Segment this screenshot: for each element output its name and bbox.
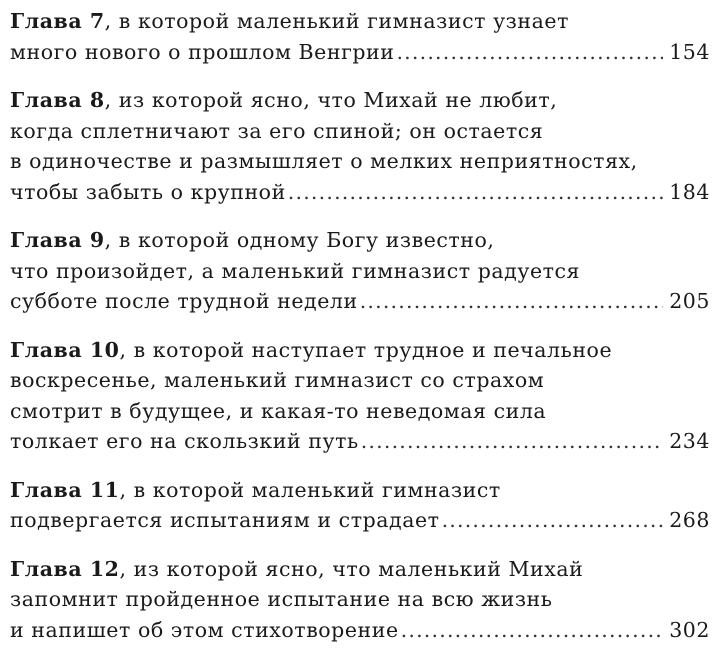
entry-line	[10, 554, 710, 585]
entry-text: , из которой ясно, что Михай не любит,	[104, 88, 558, 112]
entry-line	[10, 335, 710, 366]
entry-text: воскресенье, маленький гимназист со страхом	[10, 368, 545, 392]
dot-leader	[401, 615, 664, 646]
toc-entry-chapter-8[interactable]	[10, 85, 710, 207]
page-number: 205	[669, 289, 710, 313]
entry-text: субботе после трудной недели	[10, 289, 358, 313]
entry-text: толкает его на скользкий путь	[10, 429, 359, 453]
chapter-label: Глава 10	[10, 337, 120, 362]
entry-last-line	[10, 426, 710, 457]
page-number: 302	[669, 617, 710, 642]
entry-text: , в которой наступает трудное и печальное	[119, 337, 613, 362]
entry-last-line	[10, 177, 710, 208]
dot-leader	[396, 37, 663, 68]
dot-leader	[360, 286, 664, 317]
entry-text: смотрит в будущее, и какая-то неведомая сила	[10, 398, 547, 423]
entry-last-line	[10, 37, 710, 68]
entry-text: , из которой ясно, что маленький Михай	[119, 556, 584, 581]
table-of-contents	[10, 6, 710, 663]
entry-line	[10, 85, 710, 116]
dot-leader	[442, 505, 664, 536]
entry-text: , в которой одному Богу известно,	[104, 228, 495, 252]
entry-text: чтобы забыть о крупной	[10, 179, 286, 204]
entry-text: , в которой маленький гимназист	[119, 477, 501, 502]
dot-leader	[288, 177, 663, 208]
entry-text: запомнит пройденное испытание на всю жизнь	[10, 587, 553, 611]
entry-text: и напишет об этом стихотворение	[10, 617, 399, 642]
toc-entry-chapter-9[interactable]	[10, 225, 710, 317]
entry-line	[10, 6, 710, 37]
entry-line	[10, 475, 710, 506]
toc-entry-chapter-10[interactable]	[10, 335, 710, 457]
entry-text: когда сплетничают за его спиной; он остается	[10, 118, 544, 143]
entry-line	[10, 396, 710, 427]
chapter-label: Глава 11	[10, 477, 120, 502]
entry-line	[10, 225, 710, 256]
page-number: 268	[669, 508, 710, 532]
entry-text: что произойдет, а маленький гимназист радуется	[10, 258, 581, 283]
page-number: 234	[669, 429, 710, 453]
toc-entry-chapter-11[interactable]	[10, 475, 710, 536]
chapter-label: Глава 9	[10, 228, 105, 252]
page-number: 184	[669, 179, 710, 204]
toc-entry-chapter-12[interactable]	[10, 554, 710, 646]
entry-line	[10, 116, 710, 147]
entry-text: , в которой маленький гимназист узнает	[104, 9, 569, 33]
dot-leader	[361, 426, 664, 457]
entry-line	[10, 146, 710, 177]
entry-last-line	[10, 286, 710, 317]
chapter-label: Глава 7	[10, 9, 105, 33]
entry-last-line	[10, 505, 710, 536]
toc-entry-chapter-7[interactable]	[10, 6, 710, 67]
entry-text: много нового о прошлом Венгрии	[10, 39, 395, 64]
chapter-label: Глава 8	[10, 88, 105, 112]
entry-line	[10, 365, 710, 396]
page-number: 154	[669, 39, 710, 64]
entry-text: подвергается испытаниям и страдает	[10, 508, 440, 532]
entry-line	[10, 584, 710, 615]
entry-last-line	[10, 615, 710, 646]
entry-line	[10, 256, 710, 287]
entry-text: в одиночестве и размышляет о мелких неприятностях,	[10, 149, 638, 173]
chapter-label: Глава 12	[10, 556, 120, 581]
